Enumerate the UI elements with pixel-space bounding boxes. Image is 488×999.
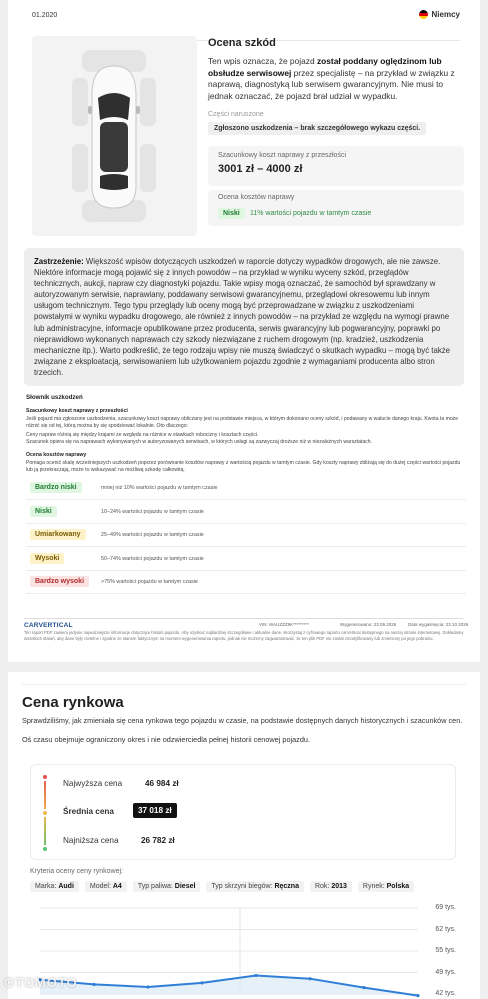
assessment-level-desc: 10–24% wartości pojazdu w tamtym czasie <box>101 508 204 515</box>
dictionary-cost-line3: Szacunek opiera się na naprawach wykonywanych w autoryzowanych serwisach, w których usługi są zazwyczaj droższe niż w niezależnych warsztatach. <box>26 439 372 445</box>
market-timeline-note: Oś czasu obejmuje ograniczony okres i nie odzwierciedla pełnej historii cenowej pojazdu. <box>22 735 310 744</box>
assessment-level-badge: Niski <box>30 506 57 517</box>
assessment-level-row <box>26 501 466 524</box>
repair-cost-value: 3001 zł – 4000 zł <box>218 163 303 175</box>
assessment-level-badge: Niski <box>218 208 245 219</box>
lowest-price-label: Najniższa cena <box>63 836 119 845</box>
highest-price-dot-icon <box>41 773 49 781</box>
assessment-text: 11% wartości pojazdu w tamtym czasie <box>250 210 372 217</box>
average-price-label: Średnia cena <box>63 807 114 816</box>
parts-badge: Zgłoszono uszkodzenia – brak szczegółowego wykazu części. <box>208 122 426 135</box>
criteria-key: Rok: <box>314 883 332 890</box>
report-page <box>8 0 480 662</box>
disclaimer-title: Zastrzeżenie: <box>34 257 84 266</box>
y-tick-label: 49 tys. <box>435 968 456 976</box>
criteria-chip <box>133 881 201 892</box>
damage-description <box>208 56 460 102</box>
criteria-value: Audi <box>58 883 74 890</box>
assessment-level-desc: 50–74% wartości pojazdu w tamtym czasie <box>101 555 204 562</box>
otomoto-watermark: OTOMOTO <box>4 975 78 990</box>
assessment-level-badge: Bardzo niski <box>30 482 82 493</box>
market-top-divider <box>22 684 466 685</box>
car-top-view-icon <box>32 36 197 236</box>
criteria-value: Polska <box>386 883 410 890</box>
country-name: Niemcy <box>431 10 460 19</box>
y-tick-label: 55 tys. <box>435 947 456 954</box>
criteria-value: 2013 <box>331 883 347 890</box>
criteria-key: Typ skrzyni biegów: <box>211 883 275 890</box>
dictionary-cost-line2: Ceny napraw różnią się między krajami ze względu na różnice w stawkach robocizny i kosztach części. <box>26 432 259 438</box>
parts-label: Części naruszone <box>208 111 264 118</box>
disclaimer-text: Większość wpisów dotyczących uszkodzeń w raporcie dotyczy wypadków drogowych, ale nie zawsze. Niektóre informacje mogą pojawić się z innych powodów – na przykład w wyniku wyceny szkód, przeglądów technicznych, aukcji, napraw czy diagnostyki pojazdu. Takie wpisy mogą oznaczać, że samochód był sprawdzany w autoryzowanym serwisie, naprawiany, poddawany serwisowi gwarancyjnemu, przeglądowi okresowemu lub innym usługom technicznym. Tego typu przeglądy lub oceny mogą być przeprowadzane w związku z uszkodzeniami powstałymi w wyniku wypadku drogowego, ale również z innych powodów – na przykład ze względu na wymogi prawne lub administracyjne, informacje opublikowane przez producenta, serwis gwarancyjny lub pogwarancyjny, poprawki po nieprawidłowo wykonanych naprawach czy szkody niezwiązane z ruchem drogowym (np. kradzież, uszkodzenia mechaniczne itp.). Warto podkreślić, że tego rodzaju wpisy nie muszą świadczyć o skutkach wypadku – mogą być także związane z eksploatacją, serwisowaniem lub użytkowaniem pojazdu zgodnie z wymaganiami producenta albo stron trzecich. <box>34 257 451 377</box>
criteria-key: Rynek: <box>362 883 387 890</box>
price-point <box>146 985 149 988</box>
assessment-level-desc: mniej niż 10% wartości pojazdu w tamtym czasie <box>101 485 218 491</box>
assessment-level-badge: Umiarkowany <box>30 529 86 540</box>
price-point <box>200 981 203 984</box>
dictionary-cost-heading: Szacunkowy koszt naprawy z przeszłości <box>26 408 128 414</box>
highest-price-value: 46 984 zł <box>145 779 179 788</box>
repair-assessment-label: Ocena kosztów naprawy <box>218 194 295 201</box>
disclaimer-box <box>24 248 464 386</box>
price-summary-card <box>30 764 456 860</box>
dictionary-title: Słownik uszkodzeń <box>26 394 83 401</box>
market-price-page <box>8 672 480 999</box>
criteria-chip <box>85 881 127 892</box>
record-date: 01.2020 <box>32 12 58 19</box>
assessment-level-row <box>26 524 466 547</box>
repair-assessment-card <box>208 190 464 226</box>
price-point <box>308 977 311 980</box>
germany-flag-icon <box>419 10 428 19</box>
country-label <box>419 10 460 19</box>
criteria-value: Diesel <box>174 883 196 890</box>
criteria-value: A4 <box>112 883 122 890</box>
assessment-level-desc: >75% wartości pojazdu w tamtym czasie <box>101 579 198 585</box>
criteria-chip <box>30 881 79 892</box>
assessment-level-badge: Wysoki <box>30 553 64 564</box>
price-chart-svg <box>30 904 456 999</box>
price-point <box>254 974 257 977</box>
damage-section-title: Ocena szkód <box>208 37 276 49</box>
y-tick-label: 62 tys. <box>435 925 456 933</box>
criteria-key: Typ paliwa: <box>137 883 175 890</box>
repair-cost-card <box>208 146 464 186</box>
damage-desc-text: Ten wpis oznacza, że pojazd <box>208 56 317 66</box>
criteria-key: Model: <box>89 883 113 890</box>
dictionary-assess-heading: Ocena kosztów naprawy <box>26 452 87 458</box>
price-point <box>416 994 419 997</box>
dictionary-assess-text: Pomaga ocenić skalę wcześniejszych uszkodzeń poprzez porównanie kosztów naprawy z wartością pojazdu w tamtym czasie. Gdy koszty naprawy zbliżają się do dużej części wartości pojazdu lub ją przekraczają, może to wskazywać na możliwą szkodę całkowitą. <box>26 460 461 473</box>
highest-price-label: Najwyższa cena <box>63 779 123 788</box>
vin-number: VIN: WAUZZZ8K********* <box>259 622 309 627</box>
footer-divider <box>24 618 464 619</box>
damage-desc-bold: został poddany oględzinom lub obsłudze serwisowej <box>208 56 442 78</box>
report-header <box>32 12 460 26</box>
car-damage-diagram <box>32 36 197 236</box>
repair-cost-label: Szacunkowy koszt naprawy z przeszłości <box>218 152 346 159</box>
damage-desc-text-end: przez specjalistę – na przykład w związku z naprawą, diagnostyką lub serwisem gwarancyjnym. Nie musi to jednak oznaczać, że pojazd brał udział w wypadku. <box>208 67 455 101</box>
assessment-level-row <box>26 477 466 500</box>
price-point <box>92 983 95 986</box>
y-tick-label: 69 tys. <box>435 904 456 911</box>
dictionary-cost-text: Jeśli pojazd ma zgłoszone uszkodzenia, szacunkowy koszt naprawy obliczany jest na podstawie miejsca, w którym dokonano oceny szkód, i podawany w walucie danego kraju. Kwota ta może różnić się od tej, którą można by się spodziewać lokalnie. Oto dlaczego: <box>26 416 459 429</box>
average-price-value: 37 018 zł <box>133 803 177 818</box>
assessment-level-desc: 25–49% wartości pojazdu w tamtym czasie <box>101 532 204 538</box>
price-history-chart <box>30 904 456 999</box>
generated-date: Wygenerowano: 23.09.2026 <box>340 622 397 627</box>
lowest-price-dot-icon <box>41 845 49 853</box>
assessment-level-row <box>26 571 466 594</box>
price-point <box>362 986 365 989</box>
footer-note: Ten raport PDF zawiera jedynie najważniejsze informacje dotyczące historii pojazdu. Aby uzyskać najbardziej szczegółowe i aktualne dane, skorzystaj z cyfrowego raportu carVertical dostępnego na naszej stronie internetowej. Dokładamy wszelkich starań, aby dane były rzetelne i zgodne ze stanem faktycznym na moment wygenerowania raportu, jednak nie możemy zagwarantować, że ten plik PDF nie został zmodyfikowany lub zmieniony po jego pobraniu. <box>24 630 464 641</box>
lowest-price-value: 26 782 zł <box>141 836 175 845</box>
carvertical-logo: CARVERTICAL <box>24 622 73 629</box>
criteria-chip <box>358 881 414 892</box>
criteria-label: Kryteria oceny ceny rynkowej: <box>30 868 123 875</box>
market-title: Cena rynkowa <box>22 694 124 711</box>
y-tick-label: 42 tys. <box>435 990 456 997</box>
criteria-chip <box>206 881 304 892</box>
market-description: Sprawdziliśmy, jak zmieniała się cena rynkowa tego pojazdu w czasie, na podstawie dostępnych danych historycznych i szacunków cen. <box>22 716 463 725</box>
expiry-date: Data wygaśnięcia: 23.10.2026 <box>408 622 469 627</box>
assessment-level-row <box>26 548 466 571</box>
criteria-key: Marka: <box>35 883 59 890</box>
criteria-value: Ręczna <box>274 883 299 890</box>
criteria-list <box>30 881 414 892</box>
assessment-level-badge: Bardzo wysoki <box>30 576 89 587</box>
criteria-chip <box>310 881 352 892</box>
average-price-dot-icon <box>41 809 49 817</box>
